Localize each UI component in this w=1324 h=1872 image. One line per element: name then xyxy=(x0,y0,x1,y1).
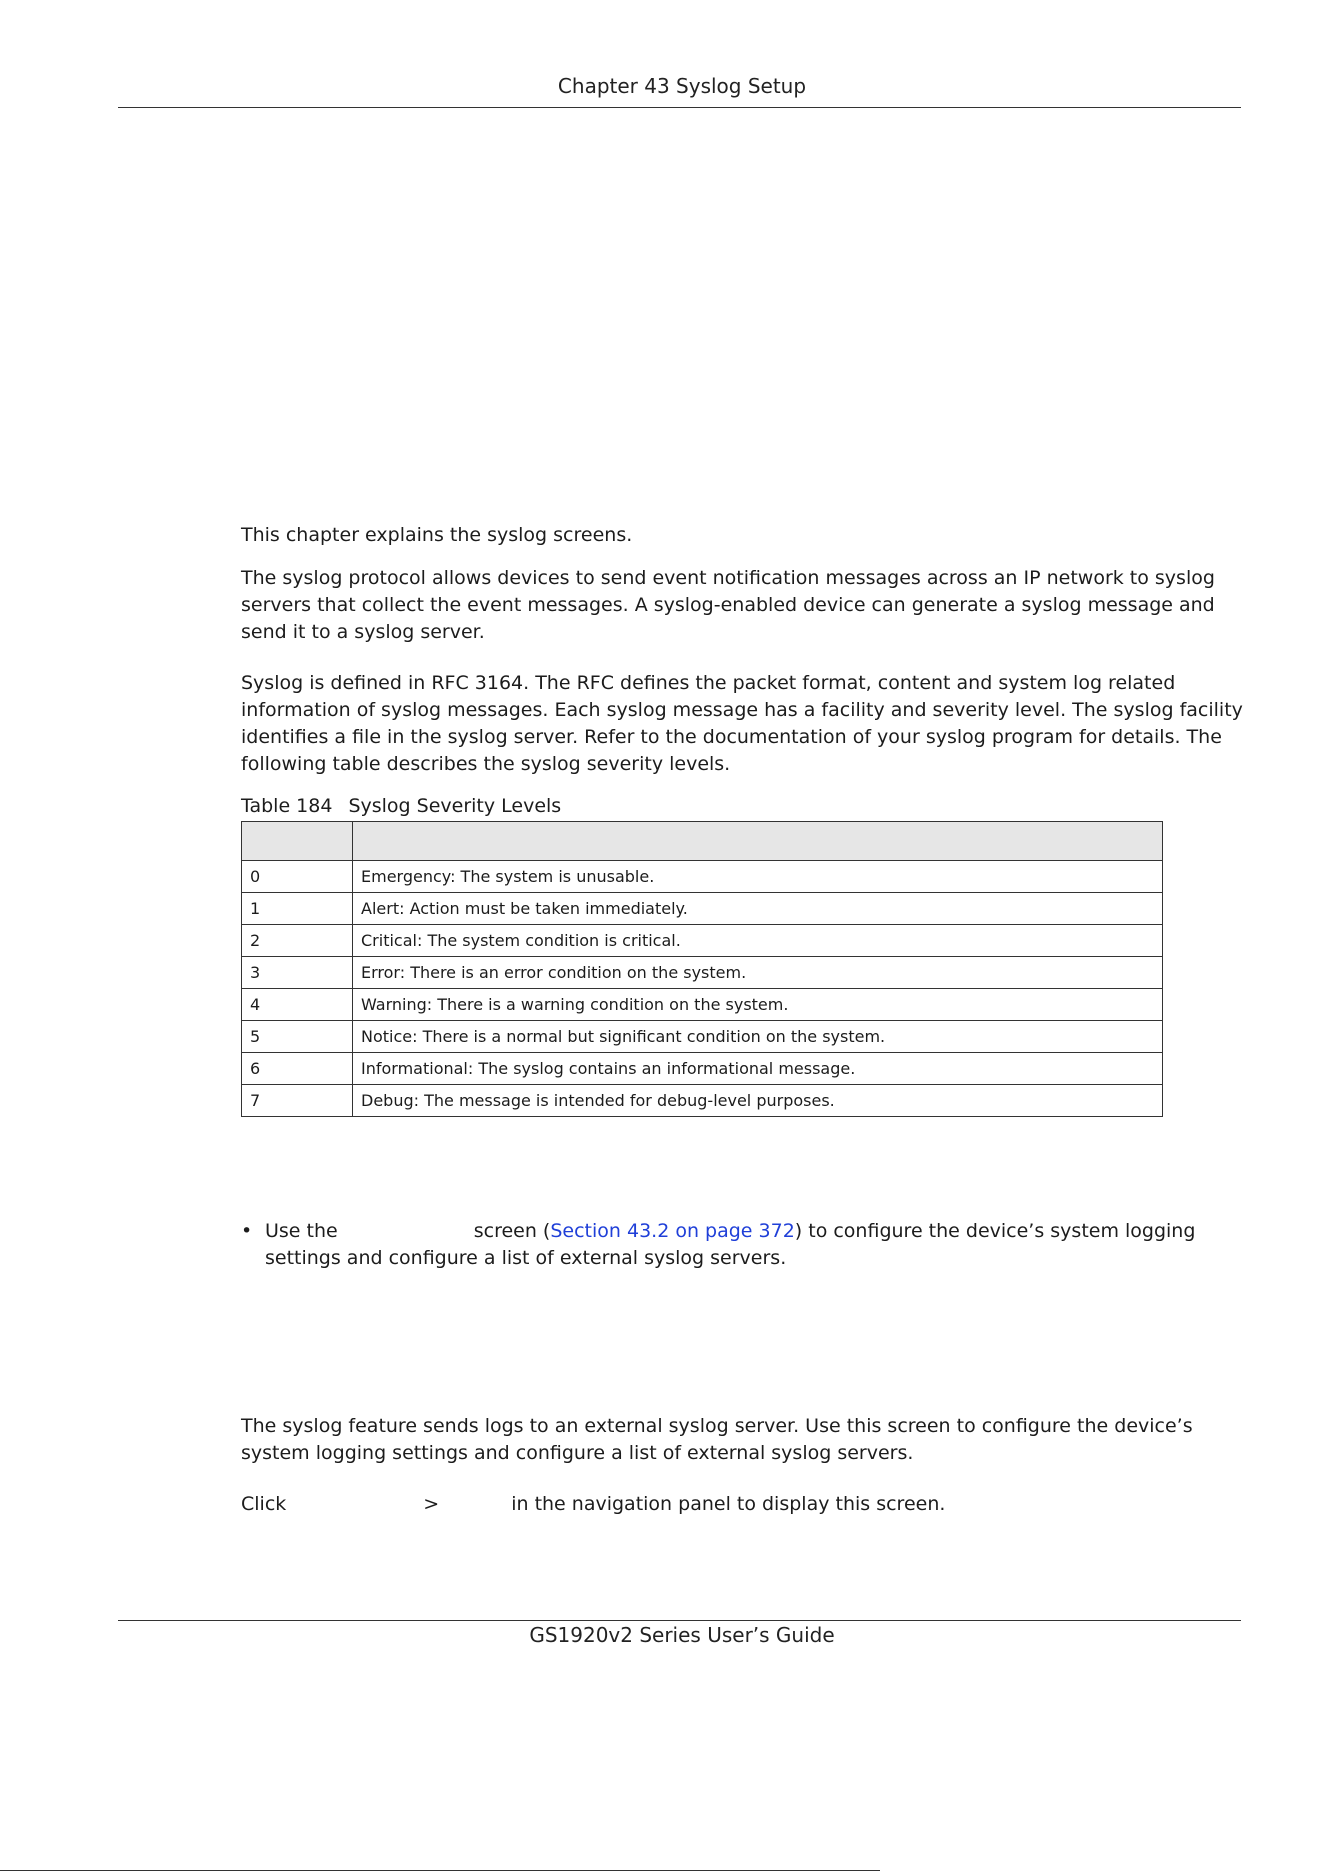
severity-code-cell: 7 xyxy=(242,1085,353,1117)
intro-paragraph-3: Syslog is defined in RFC 3164. The RFC defines the packet format, content and system log related information of syslog messages. Each syslog message has a facility and severity level. The syslog facility identifies a file in the syslog server. Refer to the documentation of your syslog program for details. The following table describes the syslog severity levels. xyxy=(241,672,1243,775)
bullet-content xyxy=(265,1218,1251,1272)
severity-code-cell: 1 xyxy=(242,893,353,925)
table-caption-title: Syslog Severity Levels xyxy=(348,795,562,817)
bullet-item-syslog-setup xyxy=(241,1218,1251,1272)
bullet-dot: • xyxy=(241,1220,253,1242)
page-bottom-edge xyxy=(0,1870,880,1871)
bullet-use-the: Use the xyxy=(265,1220,338,1242)
navigation-panel-text: in the navigation panel to display this screen. xyxy=(511,1493,946,1515)
table-row xyxy=(242,861,1163,893)
severity-description-cell: Emergency: The system is unusable. xyxy=(353,861,1163,893)
severity-code-cell: 4 xyxy=(242,989,353,1021)
severity-code-cell: 3 xyxy=(242,957,353,989)
header-divider xyxy=(118,107,1241,108)
severity-code-cell: 5 xyxy=(242,1021,353,1053)
severity-levels-table xyxy=(241,821,1163,1117)
table-header-row xyxy=(242,822,1163,861)
severity-description-cell: Alert: Action must be taken immediately. xyxy=(353,893,1163,925)
section-43-2-link[interactable]: Section 43.2 on page 372 xyxy=(550,1220,795,1242)
table-caption xyxy=(241,795,561,817)
severity-description-cell: Debug: The message is intended for debug-level purposes. xyxy=(353,1085,1163,1117)
table-row xyxy=(242,1021,1163,1053)
table-header-cell-code xyxy=(242,822,353,861)
severity-description-cell: Critical: The system condition is critical. xyxy=(353,925,1163,957)
running-footer: GS1920v2 Series User’s Guide xyxy=(529,1623,835,1647)
table-row xyxy=(242,925,1163,957)
table-row xyxy=(242,1085,1163,1117)
severity-description-cell: Notice: There is a normal but significant condition on the system. xyxy=(353,1021,1163,1053)
severity-description-cell: Informational: The syslog contains an informational message. xyxy=(353,1053,1163,1085)
bullet-after-link: ) to configure the device’s system logging settings and configure a list of external syslog servers. xyxy=(265,1220,1196,1269)
table-row xyxy=(242,989,1163,1021)
severity-description-cell: Warning: There is a warning condition on the system. xyxy=(353,989,1163,1021)
section2-paragraph-1: The syslog feature sends logs to an external syslog server. Use this screen to configure the device’s system logging settings and configure a list of external syslog servers. xyxy=(241,1415,1193,1464)
severity-code-cell: 0 xyxy=(242,861,353,893)
severity-code-cell: 2 xyxy=(242,925,353,957)
table-row xyxy=(242,1053,1163,1085)
severity-description-cell: Error: There is an error condition on the system. xyxy=(353,957,1163,989)
table-row xyxy=(242,957,1163,989)
menu-path-separator: > xyxy=(423,1493,440,1515)
click-word: Click xyxy=(241,1493,287,1515)
bullet-screen-label: screen ( xyxy=(473,1220,551,1242)
table-header-cell-severity xyxy=(353,822,1163,861)
intro-paragraph-2: The syslog protocol allows devices to send event notification messages across an IP network to syslog servers that collect the event messages. A syslog-enabled device can generate a syslog message and send it to a syslog server. xyxy=(241,567,1215,643)
footer-divider xyxy=(118,1620,1241,1621)
severity-code-cell: 6 xyxy=(242,1053,353,1085)
table-caption-number: Table 184 xyxy=(241,795,333,817)
running-header: Chapter 43 Syslog Setup xyxy=(557,74,807,98)
intro-paragraph-1: This chapter explains the syslog screens. xyxy=(241,524,633,546)
section2-navigation-instruction xyxy=(241,1491,1251,1518)
table-row xyxy=(242,893,1163,925)
